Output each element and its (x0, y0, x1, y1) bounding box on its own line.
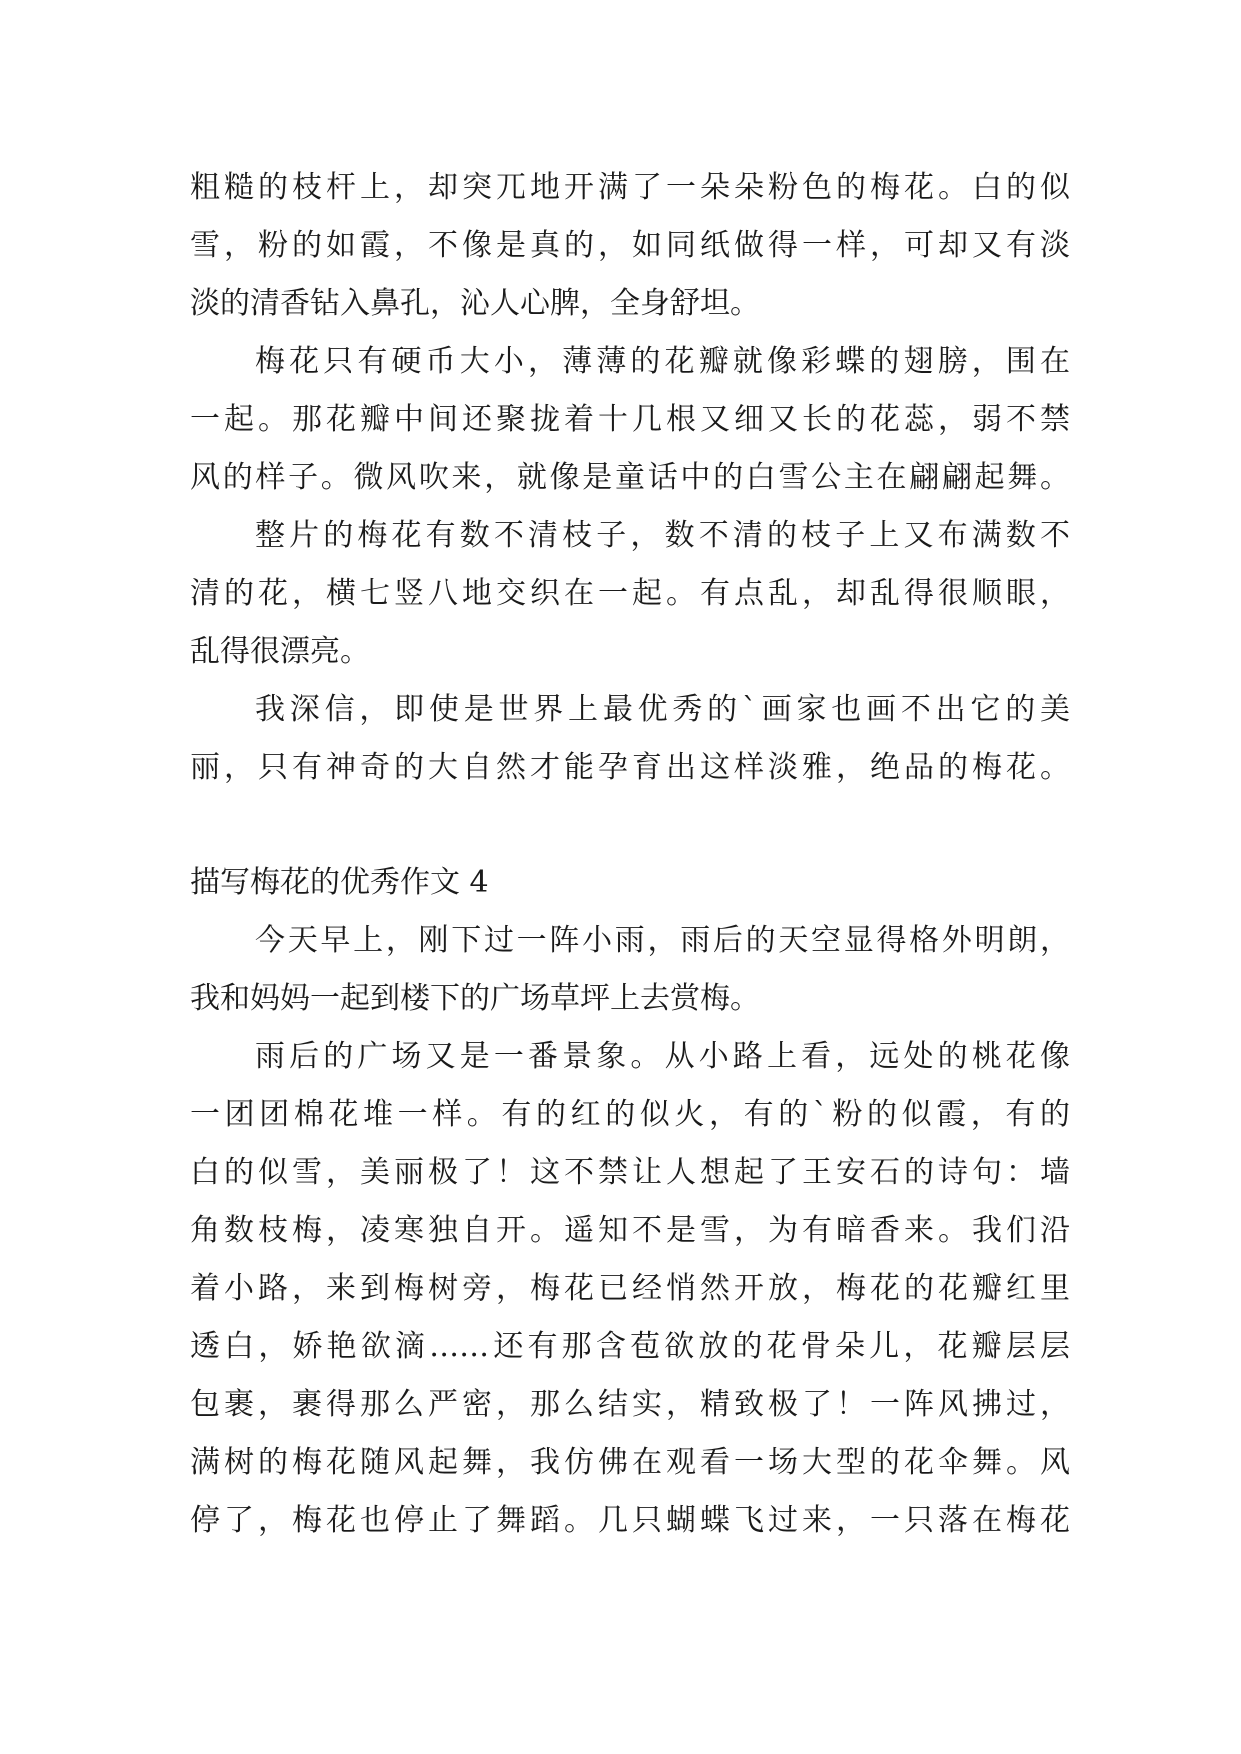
text-line: 透白，娇艳欲滴……还有那含苞欲放的花骨朵儿，花瓣层层 (190, 1329, 1070, 1364)
text-line: 着小路，来到梅树旁，梅花已经悄然开放，梅花的花瓣红里 (190, 1271, 1070, 1306)
text-line: 停了，梅花也停止了舞蹈。几只蝴蝶飞过来，一只落在梅花 (190, 1503, 1070, 1538)
text-line: 乱得很漂亮。 (190, 634, 370, 669)
text-line: 我和妈妈一起到楼下的广场草坪上去赏梅。 (190, 981, 760, 1016)
text-line: 角数枝梅，凌寒独自开。遥知不是雪，为有暗香来。我们沿 (190, 1213, 1070, 1248)
text-line: 风的样子。微风吹来，就像是童话中的白雪公主在翩翩起舞。 (190, 460, 1070, 495)
text-line: 包裹，裹得那么严密，那么结实，精致极了！一阵风拂过， (190, 1387, 1070, 1422)
text-line: 梅花只有硬币大小，薄薄的花瓣就像彩蝶的翅膀，围在 (255, 344, 1070, 379)
text-line: 今天早上，刚下过一阵小雨，雨后的天空显得格外明朗， (255, 923, 1070, 958)
text-line: 一团团棉花堆一样。有的红的似火，有的`粉的似霞，有的 (190, 1097, 1070, 1132)
text-line: 淡的清香钻入鼻孔，沁人心脾，全身舒坦。 (190, 286, 760, 321)
text-line: 粗糙的枝杆上，却突兀地开满了一朵朵粉色的梅花。白的似 (190, 170, 1070, 205)
text-line: 清的花，横七竖八地交织在一起。有点乱，却乱得很顺眼， (190, 576, 1070, 611)
text-line: 雪，粉的如霞，不像是真的，如同纸做得一样，可却又有淡 (190, 228, 1070, 263)
section-heading: 描写梅花的优秀作文 4 (190, 865, 489, 900)
text-line: 我深信，即使是世界上最优秀的`画家也画不出它的美 (255, 692, 1070, 727)
text-line: 白的似雪，美丽极了！这不禁让人想起了王安石的诗句：墙 (190, 1155, 1070, 1190)
text-line: 丽，只有神奇的大自然才能孕育出这样淡雅，绝品的梅花。 (190, 750, 1070, 785)
text-line: 满树的梅花随风起舞，我仿佛在观看一场大型的花伞舞。风 (190, 1445, 1070, 1480)
text-line: 一起。那花瓣中间还聚拢着十几根又细又长的花蕊，弱不禁 (190, 402, 1070, 437)
text-line: 雨后的广场又是一番景象。从小路上看，远处的桃花像 (255, 1039, 1070, 1074)
text-line: 整片的梅花有数不清枝子，数不清的枝子上又布满数不 (255, 518, 1070, 553)
